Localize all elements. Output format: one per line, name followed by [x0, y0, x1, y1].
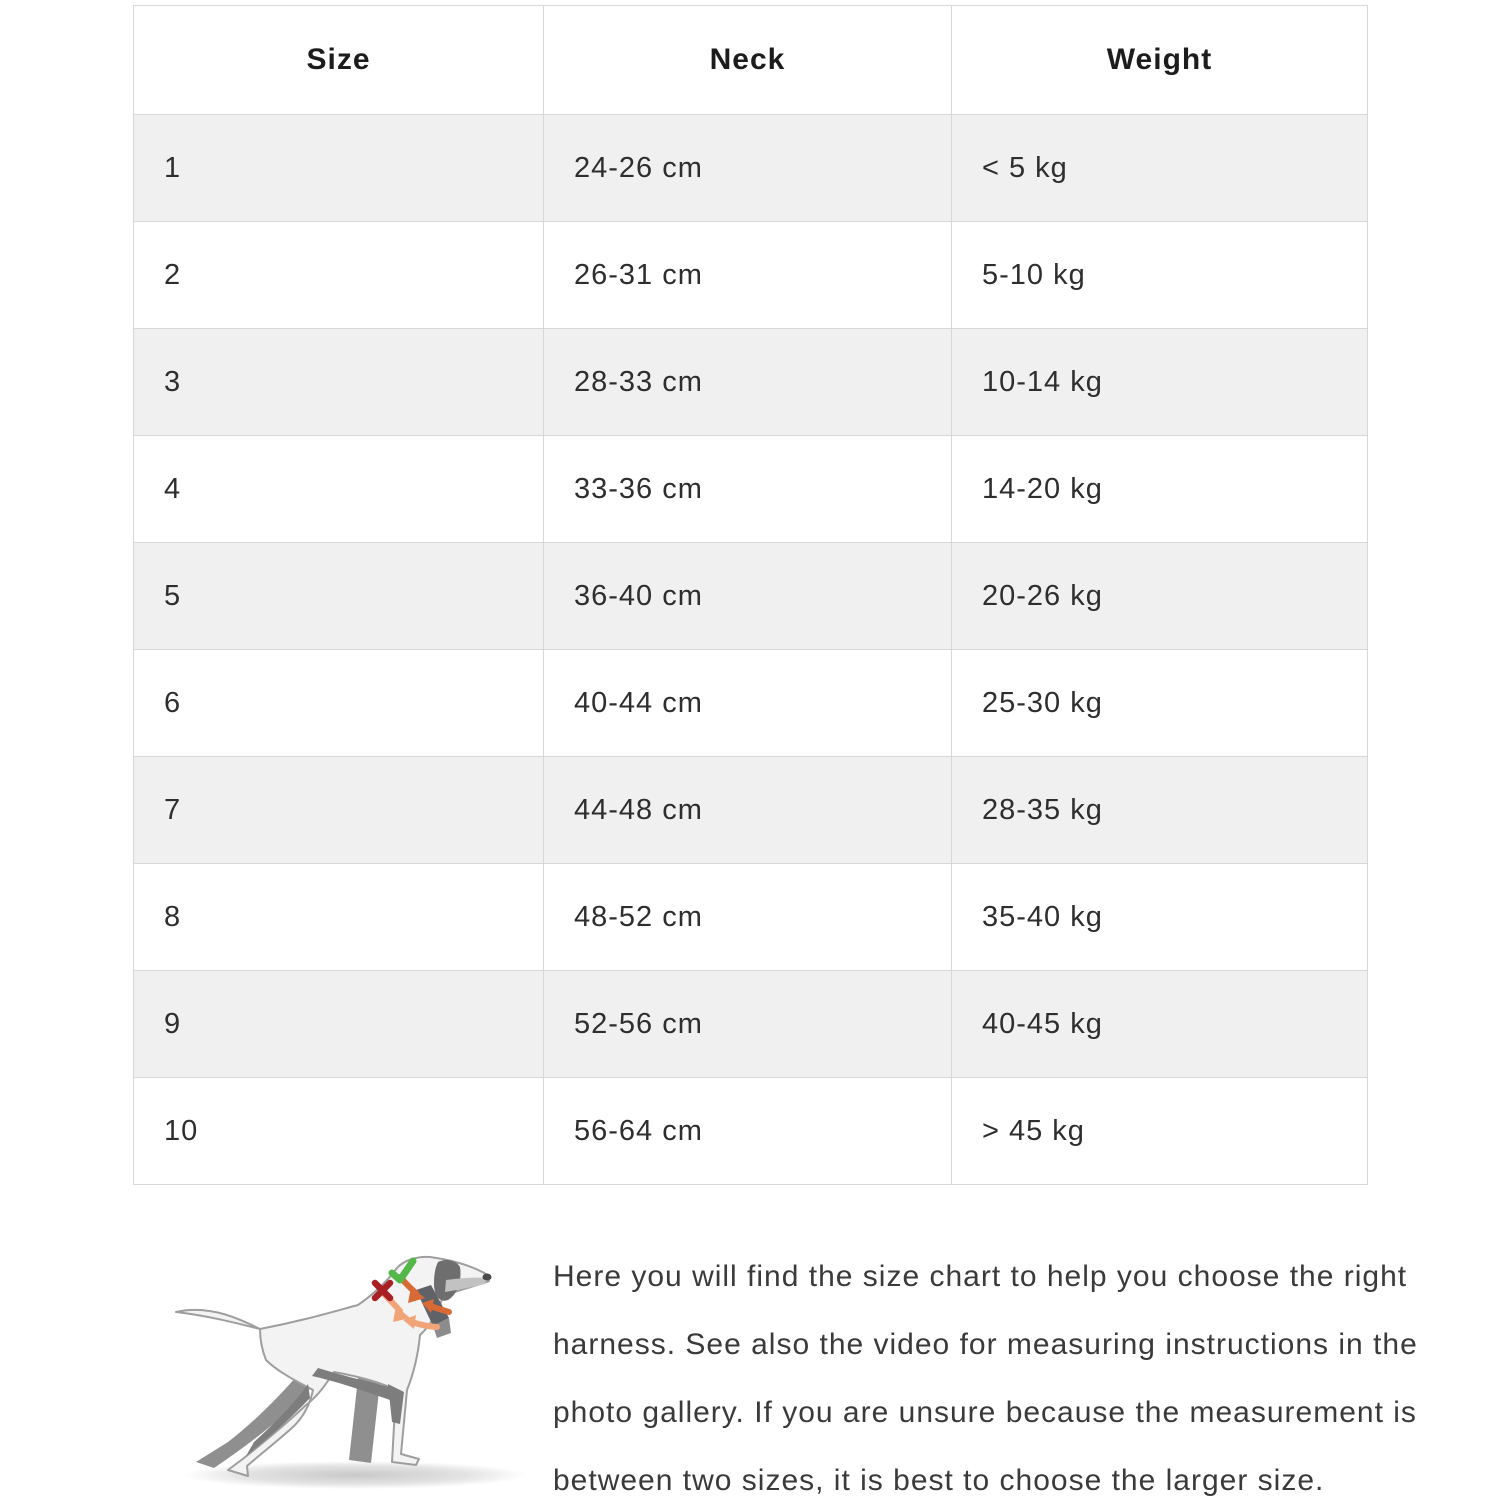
weight-cell: > 45 kg — [952, 1078, 1368, 1185]
neck-cell: 56-64 cm — [544, 1078, 952, 1185]
table-row — [134, 222, 1368, 329]
size-cell: 5 — [134, 543, 544, 650]
neck-cell: 24-26 cm — [544, 115, 952, 222]
size-cell: 10 — [134, 1078, 544, 1185]
neck-cell: 44-48 cm — [544, 757, 952, 864]
table-row — [134, 436, 1368, 543]
neck-cell: 48-52 cm — [544, 864, 952, 971]
size-cell: 1 — [134, 115, 544, 222]
column-header-size: Size — [134, 6, 544, 115]
info-line: harness. See also the video for measuring instructions in the — [553, 1328, 1418, 1361]
column-header-weight: Weight — [952, 6, 1368, 115]
neck-cell: 52-56 cm — [544, 971, 952, 1078]
neck-cell: 36-40 cm — [544, 543, 952, 650]
dog-nose — [483, 1274, 492, 1281]
weight-cell: 20-26 kg — [952, 543, 1368, 650]
table-row — [134, 864, 1368, 971]
neck-cell: 28-33 cm — [544, 329, 952, 436]
weight-cell: < 5 kg — [952, 115, 1368, 222]
size-cell: 9 — [134, 971, 544, 1078]
table-row — [134, 650, 1368, 757]
weight-cell: 10-14 kg — [952, 329, 1368, 436]
neck-cell: 26-31 cm — [544, 222, 952, 329]
table-row — [134, 971, 1368, 1078]
neck-cell: 33-36 cm — [544, 436, 952, 543]
weight-cell: 35-40 kg — [952, 864, 1368, 971]
size-cell: 2 — [134, 222, 544, 329]
table-header-row — [134, 6, 1368, 115]
table-row — [134, 115, 1368, 222]
dog-muzzle-shade — [445, 1278, 486, 1292]
weight-cell: 25-30 kg — [952, 650, 1368, 757]
size-cell: 4 — [134, 436, 544, 543]
neck-cell: 40-44 cm — [544, 650, 952, 757]
size-cell: 8 — [134, 864, 544, 971]
table-row — [134, 757, 1368, 864]
dog-illustration-svg — [150, 1232, 550, 1497]
info-line: between two sizes, it is best to choose the larger size. — [553, 1464, 1325, 1497]
weight-cell: 40-45 kg — [952, 971, 1368, 1078]
measuring-info-text — [553, 1243, 1418, 1500]
info-line: Here you will find the size chart to help you choose the right — [553, 1260, 1408, 1293]
weight-cell: 28-35 kg — [952, 757, 1368, 864]
column-header-neck: Neck — [544, 6, 952, 115]
info-line: photo gallery. If you are unsure because the measurement is — [553, 1396, 1417, 1429]
size-cell: 3 — [134, 329, 544, 436]
size-chart-table — [133, 5, 1368, 1185]
weight-cell: 5-10 kg — [952, 222, 1368, 329]
table-row — [134, 329, 1368, 436]
size-cell: 6 — [134, 650, 544, 757]
weight-cell: 14-20 kg — [952, 436, 1368, 543]
dog-measuring-illustration — [150, 1232, 550, 1497]
table-row — [134, 1078, 1368, 1185]
table-row — [134, 543, 1368, 650]
size-cell: 7 — [134, 757, 544, 864]
